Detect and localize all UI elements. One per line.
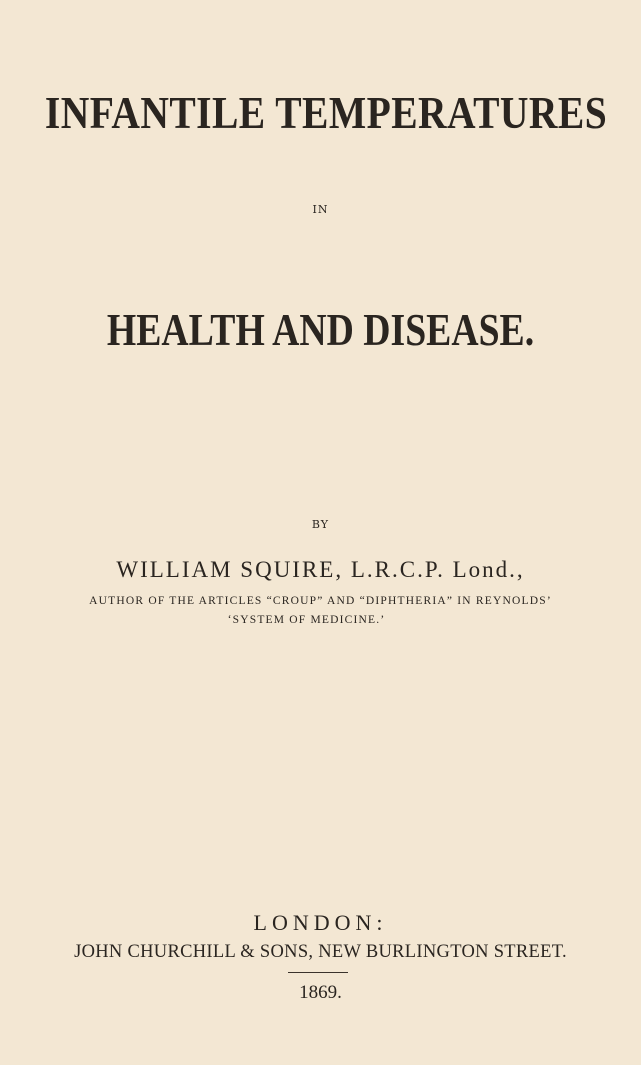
publisher-name: JOHN CHURCHILL & SONS, NEW BURLINGTON STREET. [74, 942, 567, 962]
book-title: INFANTILE TEMPERATURES [44, 87, 608, 138]
title-connector: IN [312, 203, 329, 216]
publication-city: LONDON: [253, 910, 388, 935]
by-label: BY [311, 518, 330, 531]
publication-year: 1869. [299, 982, 342, 1003]
author-description-line-2: ‘SYSTEM OF MEDICINE.’ [227, 614, 386, 626]
author-name: WILLIAM SQUIRE, L.R.C.P. Lond., [116, 557, 525, 582]
book-subtitle: HEALTH AND DISEASE. [106, 304, 535, 355]
divider-rule [288, 972, 348, 973]
author-description-line-1: AUTHOR OF THE ARTICLES “CROUP” AND “DIPHTHERIA” IN REYNOLDS’ [89, 595, 552, 607]
